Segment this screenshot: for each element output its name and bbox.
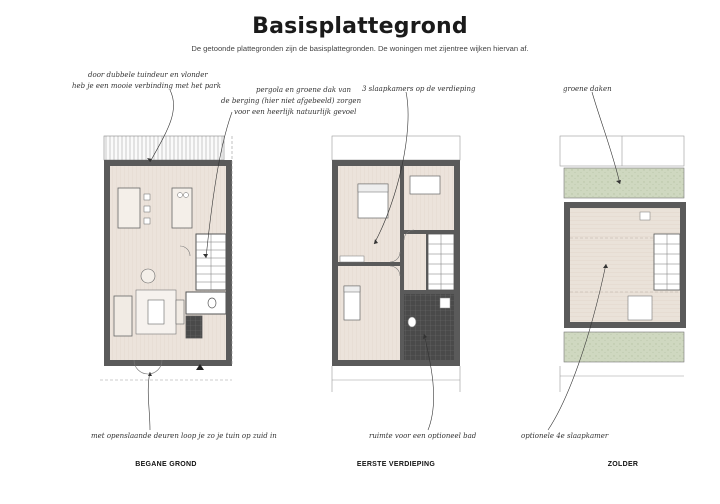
annotation-groene-daken: groene daken	[563, 85, 612, 93]
plan-eerste-verdieping	[332, 136, 460, 392]
annotation-4e-slaapkamer: optionele 4e slaapkamer	[521, 432, 609, 440]
annotation-openslaande-deuren: met openslaande deuren loop je zo je tuin op zuid in	[91, 432, 277, 440]
annotation-slaapkamers: 3 slaapkamers op de verdieping	[362, 85, 476, 93]
annotation-pergola-line3: voor een heerlijk natuurlijk gevoel	[234, 108, 357, 116]
plan-begane-grond	[100, 136, 232, 380]
annotation-optioneel-bad: ruimte voor een optioneel bad	[369, 432, 477, 440]
annotation-tuindeur-line1: door dubbele tuindeur en vlonder	[88, 71, 208, 79]
page-subtitle: De getoonde plattegronden zijn de basisplattegronden. De woningen met zijentree wijken hiervan af.	[191, 44, 529, 53]
floor-label-begane-grond: BEGANE GROND	[135, 461, 197, 468]
floor-label-zolder: ZOLDER	[607, 461, 639, 468]
page-title: Basisplattegrond	[252, 14, 468, 39]
annotation-pergola-line2: de berging (hier niet afgebeeld) zorgen	[221, 97, 362, 105]
annotation-pergola-line1: pergola en groene dak van	[256, 86, 351, 94]
annotation-tuindeur-line2: heb je een mooie verbinding met het park	[72, 82, 221, 90]
plan-zolder	[560, 136, 686, 392]
floor-label-eerste-verdieping: EERSTE VERDIEPING	[356, 461, 436, 468]
